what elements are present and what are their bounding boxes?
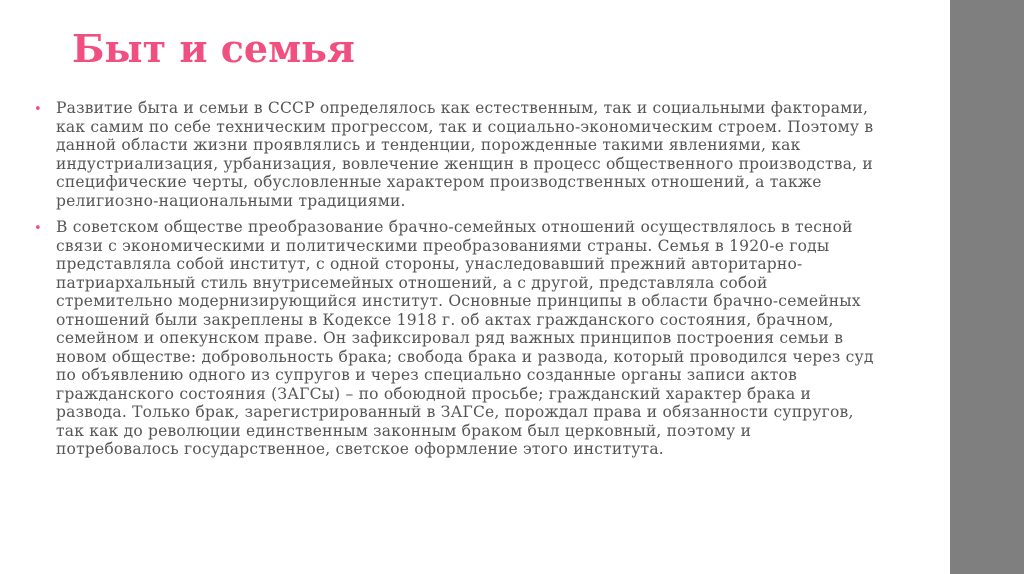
- slide-title: Быт и семья: [72, 26, 355, 71]
- side-bar: [950, 0, 1024, 574]
- bullet-text: Развитие быта и семьи в СССР определялось как естественным, так и социальными факторами, как самим по себе техническим прогрессом, так и социально-экономическим строем. Поэтому в данной области жизни проявлялись и тенденции, порожденные такими явлениями, как индустриализация, урбанизация, вовлечение женщин в процесс общественного производства, и специфические черты, обусловленные характером производственных отношений, а также религиозно-национальными традициями.: [56, 99, 874, 210]
- bullet-icon: •: [34, 102, 42, 117]
- bullet-item: [34, 99, 874, 210]
- bullet-list: [34, 99, 874, 467]
- bullet-text: В советском обществе преобразование брачно-семейных отношений осуществлялось в тесной связи с экономическими и политическими преобразованиями страны. Семья в 1920-е годы представляла собой институт, с одной стороны, унаследовавший прежний авторитарно-патриархальный стиль внутрисемейных отношений, а с другой, представляла собой стремительно модернизирующийся институт. Основные принципы в области брачно-семейных отношений были закреплены в Кодексе 1918 г. об актах гражданского состояния, брачном, семейном и опекунском праве. Он зафиксировал ряд важных принципов построения семьи в новом обществе: добровольность брака; свобода брака и развода, который проводился через суд по объявлению одного из супругов и через специально созданные органы записи актов гражданского состояния (ЗАГСы) – по обоюдной просьбе; гражданский характер брака и развода. Только брак, зарегистрированный в ЗАГСе, порождал права и обязанности супругов, так как до революции единственным законным браком был церковный, поэтому и потребовалось государственное, светское оформление этого института.: [56, 218, 874, 458]
- bullet-item: [34, 218, 874, 459]
- bullet-icon: •: [34, 221, 42, 236]
